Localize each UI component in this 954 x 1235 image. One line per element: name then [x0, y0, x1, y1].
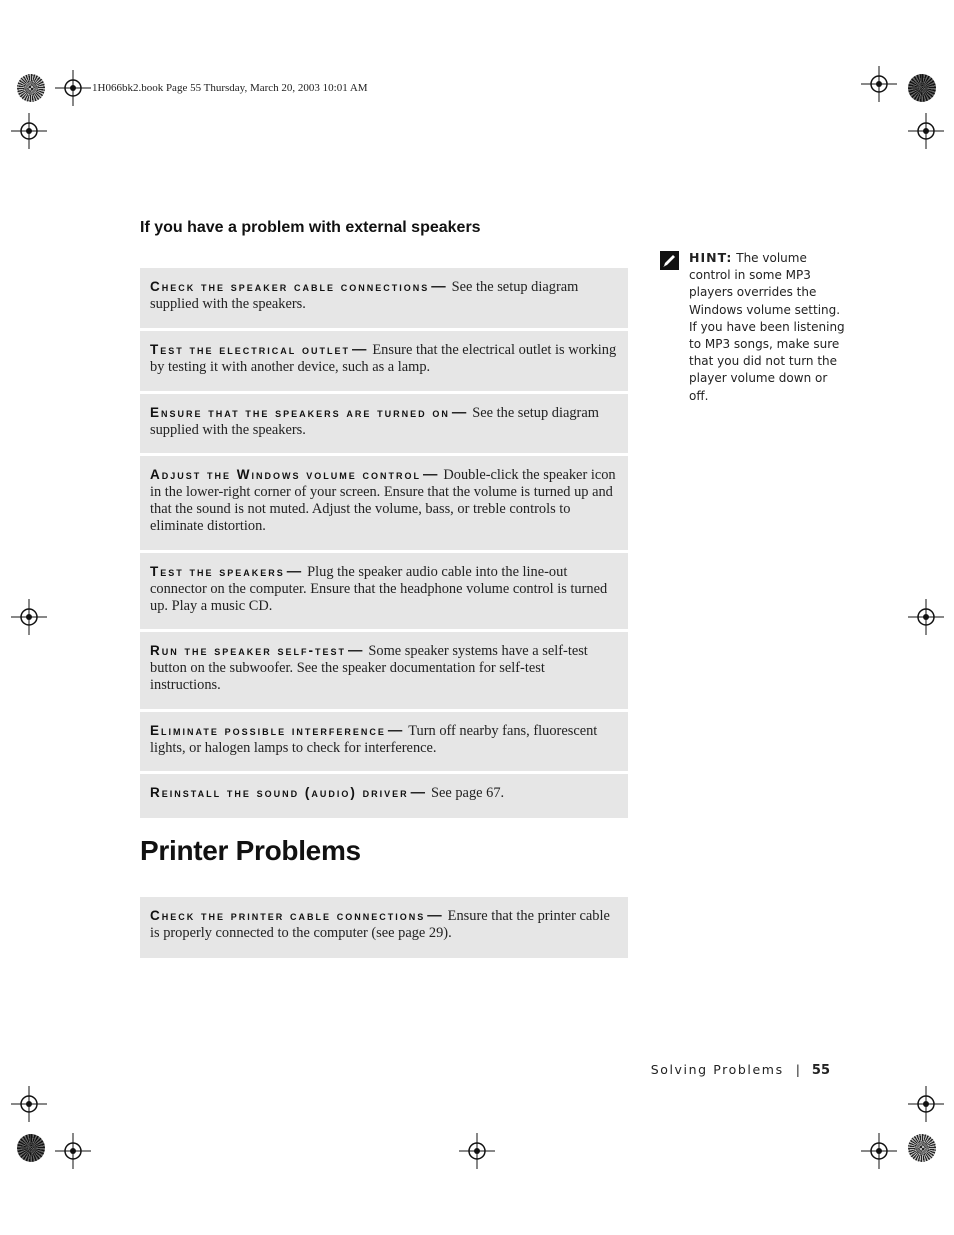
hint-label: HINT:	[689, 250, 733, 265]
hint-body	[689, 249, 849, 405]
tip-lead: Check the speaker cable connections	[150, 279, 430, 294]
hint-text: The volume control in some MP3 players overrides the Windows volume setting. If you have been listening to MP3 songs, make sure that you did not turn the player volume down or off.	[689, 251, 845, 403]
page-number: 55	[811, 1063, 830, 1078]
registration-mark-icon	[11, 1086, 47, 1122]
em-dash: —	[423, 467, 438, 483]
footer-separator: |	[795, 1062, 800, 1077]
registration-mark-icon	[908, 1086, 944, 1122]
registration-mark-icon	[55, 1133, 91, 1169]
tip-box	[140, 553, 628, 629]
color-target-icon	[17, 74, 45, 102]
tip-box	[140, 774, 628, 818]
registration-mark-icon	[861, 66, 897, 102]
registration-mark-icon	[459, 1133, 495, 1169]
color-target-icon	[17, 1134, 45, 1162]
tip-box	[140, 331, 628, 391]
em-dash: —	[348, 643, 363, 659]
tip-text: Ensure that the electrical outlet is working by testing it with another device, such as a lamp.	[150, 342, 617, 375]
tip-lead: Ensure that the speakers are turned on	[150, 405, 450, 420]
note-pencil-icon	[660, 251, 679, 270]
tip-box	[140, 632, 628, 709]
color-target-icon	[908, 74, 936, 102]
registration-mark-icon	[11, 599, 47, 635]
tip-text: Turn off nearby fans, fluorescent lights, or halogen lamps to check for interference.	[150, 723, 598, 756]
em-dash: —	[352, 342, 367, 358]
tip-lead: Adjust the Windows volume control	[150, 467, 421, 482]
print-stamp: 1H066bk2.book Page 55 Thursday, March 20, 2003 10:01 AM	[92, 82, 368, 94]
registration-mark-icon	[908, 113, 944, 149]
tip-text: Plug the speaker audio cable into the line-out connector on the computer. Ensure that the headphone volume control is turned up. Play a music CD.	[150, 564, 608, 614]
tip-text: Double-click the speaker icon in the lower-right corner of your screen. Ensure that the volume is turned up and that the sound is not muted. Adjust the volume, bass, or treble controls to eliminate distortion.	[150, 467, 616, 534]
tip-text: See page 67.	[430, 785, 505, 801]
footer-section-name: Solving Problems	[650, 1062, 784, 1077]
registration-mark-icon	[55, 70, 91, 106]
tip-box	[140, 897, 628, 958]
chapter-title: Printer Problems	[140, 835, 361, 866]
em-dash: —	[286, 564, 302, 580]
tip-box	[140, 712, 628, 771]
em-dash: —	[427, 908, 442, 924]
tip-text: Some speaker systems have a self-test button on the subwoofer. See the speaker documentation for self-test instructions.	[150, 643, 588, 693]
em-dash: —	[387, 723, 403, 739]
tip-box	[140, 268, 628, 328]
color-target-icon	[908, 1134, 936, 1162]
tip-lead: Test the electrical outlet	[150, 342, 350, 357]
tip-text: See the setup diagram supplied with the speakers.	[150, 405, 599, 438]
registration-mark-icon	[861, 1133, 897, 1169]
tip-lead: Run the speaker self-test	[150, 643, 347, 658]
registration-mark-icon	[908, 599, 944, 635]
registration-mark-icon	[11, 113, 47, 149]
tip-text: Ensure that the printer cable is properly connected to the computer (see page 29).	[150, 908, 610, 941]
em-dash: —	[431, 279, 446, 295]
page-footer	[651, 1062, 830, 1078]
tip-lead: Test the speakers	[150, 564, 285, 579]
tip-lead: Reinstall the sound (audio) driver	[150, 785, 409, 800]
em-dash: —	[410, 785, 425, 801]
section-heading: If you have a problem with external speakers	[140, 219, 481, 236]
tip-text: See the setup diagram supplied with the speakers.	[150, 279, 579, 312]
tip-lead: Check the printer cable connections	[150, 908, 426, 923]
em-dash: —	[451, 405, 467, 421]
tip-box	[140, 394, 628, 453]
tip-box	[140, 456, 628, 550]
tip-lead: Eliminate possible interference	[150, 723, 386, 738]
